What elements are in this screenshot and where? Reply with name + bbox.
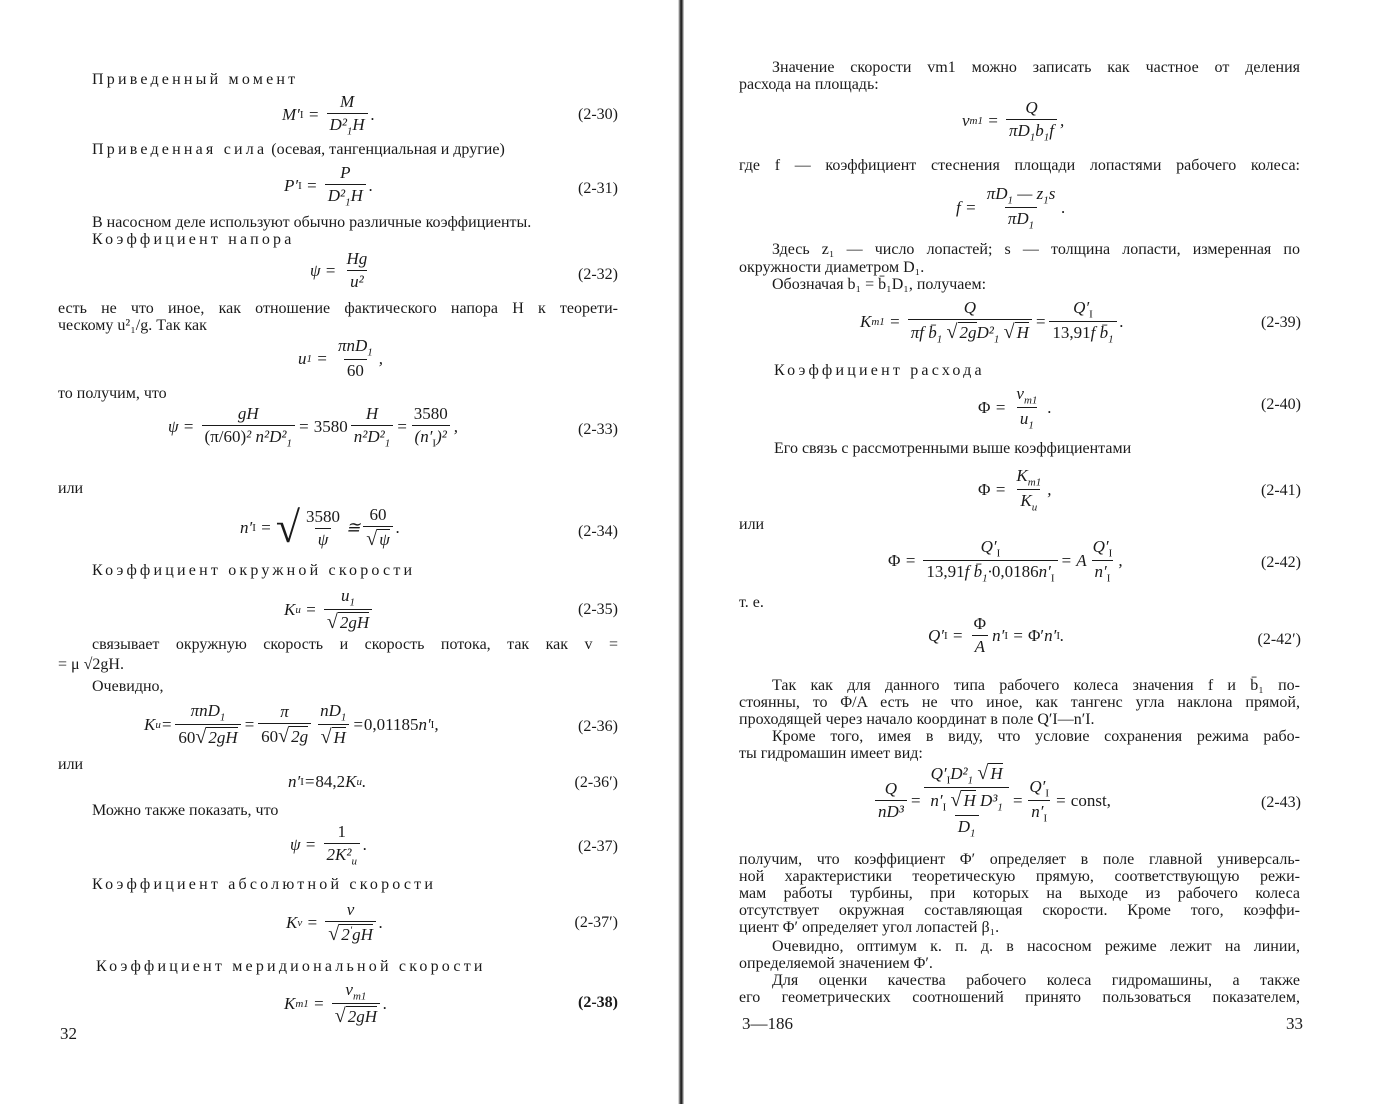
para-value-line1: Значение скорости vm1 можно записать как частное от деления — [772, 59, 1300, 76]
para-since-line3: проходящей через начало координат в поле Q′I—n′I. — [739, 711, 1095, 728]
eq-number-2-43: (2-43) — [1261, 794, 1301, 811]
para-assess-line1: Для оценки качества рабочего колеса гидромашины, а также — [772, 972, 1300, 989]
eq-number-2-38: (2-38) — [578, 994, 618, 1011]
formula-u1: u 1 = $\frac{\pi nD_1}{60}$ , — [298, 336, 384, 381]
formula-2-42: Φ = $\frac{Q'_I}{13,91f b̄_1\cdot 0,0186n'_I}$ = A $\frac{Q'_I}{n'_I}$ , — [888, 537, 1123, 585]
eq-number-2-39: (2-39) — [1261, 314, 1301, 331]
heading-reduced-force: Приведенная сила (осевая, тангенциальная и другие) — [92, 141, 505, 158]
eq-number-2-42-prime: (2-42′) — [1257, 631, 1301, 648]
text-obviously: Очевидно, — [92, 678, 164, 695]
para-get-line5: циент Φ′ определяет угол лопастей β₁. — [739, 919, 1000, 936]
para-relation: Его связь с рассмотренными выше коэффициентами — [774, 440, 1132, 457]
eq-number-2-35: (2-35) — [578, 601, 618, 618]
eq-number-2-42: (2-42) — [1261, 554, 1301, 571]
formula-2-36: K u = $\frac{\pi nD_1}{60√ 2gH}$ = $\frac{\pi}{60√ 2g}$ $\frac{nD_1}{√ H}$ = 0,01185 n′ I , — [144, 701, 439, 749]
para-ratio-line2: ческому u²₁/g. Так как — [58, 317, 207, 334]
para-links-line1: связывает окружную скорость и скорость потока, так как v = — [92, 636, 618, 653]
heading-absolute-velocity: Коэффициент абсолютной скорости — [92, 876, 437, 893]
heading-peripheral-velocity: Коэффициент окружной скорости — [92, 562, 416, 579]
formula-2-33: ψ = $\frac{gH}{(\pi/60)^2 n^2D^2_1}$ = 3580 $\frac{H}{n^2D^2_1}$ = $\frac{3580}{(n'_I)^2}$ , — [168, 404, 458, 450]
formula-2-36-prime: n′ I = 84,2 K u . — [288, 772, 367, 791]
formula-2-43: $\frac{Q}{\text{nD³}}$ = $\frac{Q'_ID^2_1 √ H}{\frac{n'_I √ H D^3_1}{D_1}}$ = $\frac{Q'_I}{n'_I}$ = const, — [872, 762, 1111, 839]
page-number-right: 33 — [1286, 1014, 1303, 1033]
heading-meridional-velocity: Коэффициент меридиональной скорости — [96, 958, 486, 975]
text-ie: т. е. — [739, 594, 764, 611]
para-here-line1: Здесь z₁ — число лопастей; s — толщина лопасти, измеренная по — [772, 241, 1300, 258]
eq-number-2-31: (2-31) — [578, 180, 618, 197]
eq-number-2-34: (2-34) — [578, 523, 618, 540]
formula-f: f = $\frac{\pi D_1 — z_1s}{\pi D_1}$ . — [956, 184, 1066, 232]
formula-vm1: v m1 = $\frac{Q}{\pi D_1b_1f}$ , — [962, 98, 1065, 144]
text-or-right: или — [739, 516, 765, 533]
para-assess-line2: его геометрических соотношений принято пользоваться показателем, — [739, 989, 1300, 1006]
formula-2-38: K m1 = $\frac{v_{m1}}{√ 2gH}$ . — [284, 980, 388, 1028]
formula-2-34: n′ I = √ $\frac{3580}{\psi}$ ≅ $\frac{60}{√ \psi}$ . — [240, 503, 401, 552]
para-besides-line1: Кроме того, имея в виду, что условие сохранения режима рабо- — [772, 728, 1300, 745]
heading-flow-coefficient: Коэффициент расхода — [774, 362, 985, 379]
eq-number-2-33: (2-33) — [578, 421, 618, 438]
formula-2-30: M′ I = $\frac{M}{D^2_1H}$ . — [282, 92, 375, 138]
eq-number-2-36-prime: (2-36′) — [574, 774, 618, 791]
para-get-line2: ной характеристики теоретическую прямую, соответствующую режи- — [739, 868, 1300, 885]
formula-2-37: ψ = $\frac{1}{2K^2_u}$ . — [290, 822, 368, 868]
eq-number-2-40: (2-40) — [1261, 396, 1301, 413]
eq-number-2-30: (2-30) — [578, 106, 618, 123]
para-where-f: где f — коэффициент стеснения площади лопастями рабочего колеса: — [739, 157, 1300, 174]
para-value-line2: расхода на площадь: — [739, 76, 879, 93]
para-optimum-line1: Очевидно, оптимум к. п. д. в насосном режиме лежит на линии, — [772, 938, 1300, 955]
text-can-show: Можно также показать, что — [92, 802, 279, 819]
para-get-line3: мам работы турбины, при которых на выходе из рабочего колеса — [739, 885, 1300, 902]
formula-2-39: K m1 = $\frac{Q}{\pi f b̄_1 √ 2gD^2_1 √ H}$ = $\frac{Q'_I}{13,91f b̄_1}$ . — [860, 298, 1124, 346]
eq-number-2-32: (2-32) — [578, 266, 618, 283]
para-get-line4: отсутствует окружная составляющая скорости. Кроме того, коэффи- — [739, 902, 1300, 919]
formula-2-42-prime: Q′ I = $\frac{\Phi}{A}$ n′ I = Φ′ n′ I . — [928, 614, 1065, 656]
para-since-line1: Так как для данного типа рабочего колеса значения f и b̄₁ по- — [772, 677, 1300, 694]
para-pump-coefficients: В насосном деле используют обычно различные коэффициенты. — [92, 214, 532, 231]
text-then-get: то получим, что — [58, 385, 167, 402]
para-denote: Обозначая b₁ = b̄₁D₁, получаем: — [772, 276, 987, 293]
heading-reduced-moment: Приведенный момент — [92, 71, 299, 88]
para-ratio-line1: есть не что иное, как отношение фактического напора H к теорети- — [58, 300, 618, 317]
eq-number-2-37-prime: (2-37′) — [574, 914, 618, 931]
para-besides-line2: ты гидромашин имеет вид: — [739, 745, 923, 762]
formula-2-31: P′ I = $\frac{P}{D^2_1H}$ . — [284, 163, 374, 209]
right-page — [684, 0, 1373, 1104]
formula-2-35: K u = $\frac{u_1}{√ 2gH}$ — [284, 586, 375, 634]
para-get-line1: получим, что коэффициент Φ′ определяет в поле главной универсаль- — [739, 851, 1300, 868]
eq-number-2-41: (2-41) — [1261, 482, 1301, 499]
page-number-left: 32 — [60, 1024, 77, 1043]
formula-2-32: ψ = $\frac{Hg}{\text{u²}}$ — [310, 249, 368, 291]
text-or-1: или — [58, 480, 84, 497]
eq-number-2-37: (2-37) — [578, 838, 618, 855]
para-optimum-line2: определяемой значением Φ′. — [739, 955, 933, 972]
heading-head-coefficient: Коэффициент напора — [92, 231, 295, 248]
printer-signature: 3—186 — [742, 1014, 793, 1033]
left-page — [0, 0, 684, 1104]
formula-2-40: Φ = $\frac{v_{m1}}{u_1}$ . — [978, 384, 1052, 432]
formula-2-41: Φ = $\frac{K_{m1}}{K_u}$ , — [978, 466, 1052, 514]
text-or-2: или — [58, 756, 84, 773]
para-since-line2: стоянны, то Φ/A есть не что иное, как тангенс угла наклона прямой, — [739, 694, 1300, 711]
para-here-line2: окружности диаметром D₁. — [739, 259, 925, 276]
eq-number-2-36: (2-36) — [578, 718, 618, 735]
para-links-line2: = μ √2gH. — [58, 656, 124, 673]
formula-2-37-prime: K v = $\frac{v}{√ 2'gH}$ . — [286, 900, 384, 945]
